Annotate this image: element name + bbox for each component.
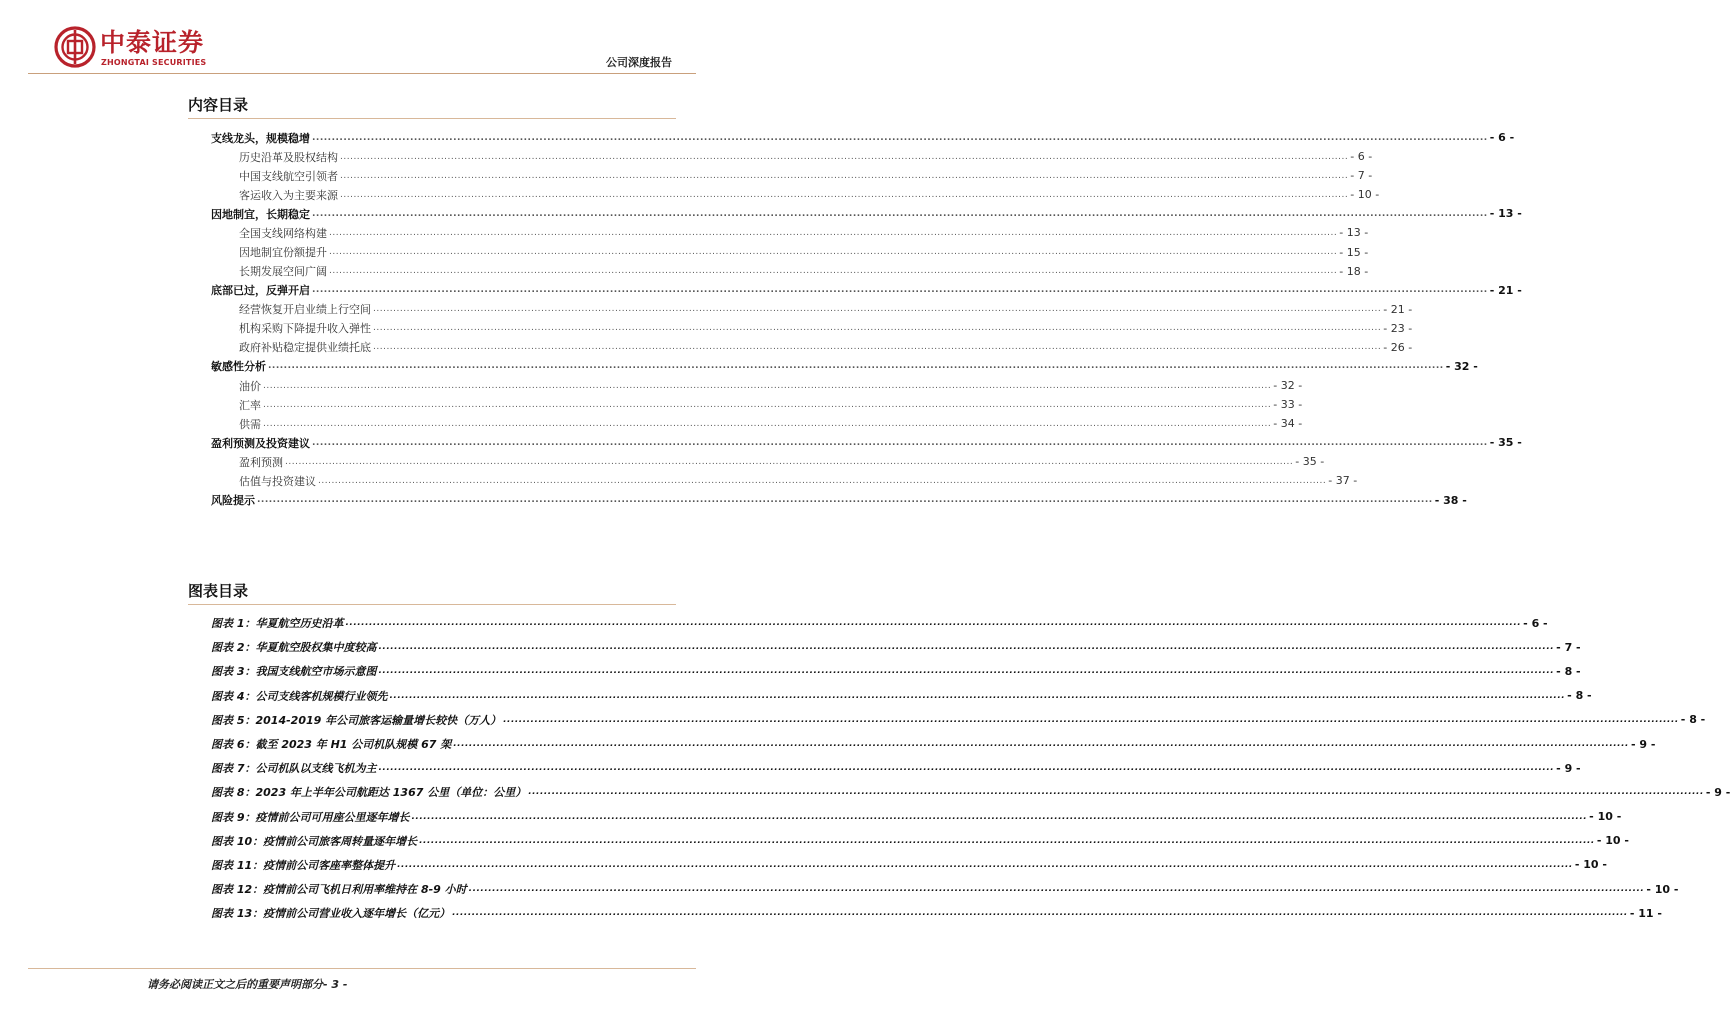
figure-entry-link[interactable] xyxy=(211,829,1629,853)
footer-divider xyxy=(28,968,696,969)
toc-entry-title: 因地制宜份额提升 xyxy=(239,246,327,259)
toc-leader-dots: ............................................................................................................................................................................................................................................................................................................ xyxy=(312,437,1488,448)
figure-leader-dots: ............................................................................................................................................................................................................................................................................................................ xyxy=(453,739,1629,750)
toc-leader-dots: ............................................................................................................................................................................................................................................................................................................ xyxy=(373,342,1382,353)
toc-section-link[interactable] xyxy=(211,262,1369,281)
figure-entry-title: 图表 13：疫情前公司营业收入逐年增长（亿元） xyxy=(211,907,451,921)
footer-disclaimer: 请务必阅读正文之后的重要声明部分 xyxy=(147,978,323,991)
toc-section-link[interactable] xyxy=(211,452,1325,471)
toc-chapter-link[interactable] xyxy=(211,128,1515,147)
zhongtai-logo-icon xyxy=(54,26,96,68)
toc-entry-page: - 13 - xyxy=(1489,207,1522,221)
figure-entry-link[interactable] xyxy=(211,853,1607,877)
toc-entry-page: - 35 - xyxy=(1295,455,1325,469)
figure-entry-title: 图表 9：疫情前公司可用座公里逐年增长 xyxy=(211,810,410,824)
figure-entry-link[interactable] xyxy=(211,805,1622,829)
figure-entry-title: 图表 7：公司机队以支线飞机为主 xyxy=(211,762,377,776)
figure-entry-link[interactable] xyxy=(211,756,1581,780)
toc-entry-page: - 26 - xyxy=(1383,340,1413,354)
toc-entry-title: 政府补贴稳定提供业绩托底 xyxy=(239,341,371,355)
toc-entry-title: 中国支线航空引领者 xyxy=(239,169,338,183)
logo-english-name: ZHONGTAI SECURITIES xyxy=(101,58,207,67)
toc-entry-page: - 34 - xyxy=(1273,417,1303,431)
figure-entry-page: - 7 - xyxy=(1556,640,1581,654)
figure-entry-link[interactable] xyxy=(211,708,1706,732)
toc-entry-page: - 21 - xyxy=(1489,283,1522,297)
figure-entry-title: 图表 6：截至 2023 年 H1 公司机队规模 67 架 xyxy=(211,738,452,752)
toc-entry-page: - 13 - xyxy=(1339,226,1369,240)
figure-entry-page: - 9 - xyxy=(1556,761,1581,775)
toc-leader-dots: ............................................................................................................................................................................................................................................................................................................ xyxy=(312,208,1488,219)
figure-leader-dots: ............................................................................................................................................................................................................................................................................................................ xyxy=(378,666,1555,677)
figure-entry-title: 图表 4：公司支线客机规模行业领先 xyxy=(211,689,388,703)
figure-entry-title: 图表 1：华夏航空历史沿革 xyxy=(211,617,344,631)
toc-section-link[interactable] xyxy=(211,471,1358,490)
toc-entry-title: 机构采购下降提升收入弹性 xyxy=(239,322,371,336)
toc-section-link[interactable] xyxy=(211,376,1303,395)
toc-entry-title: 长期发展空间广阔 xyxy=(239,265,327,279)
figure-leader-dots: ............................................................................................................................................................................................................................................................................................................ xyxy=(528,787,1704,798)
toc-chapter-link[interactable] xyxy=(211,490,1467,509)
toc-leader-dots: ............................................................................................................................................................................................................................................................................................................ xyxy=(329,227,1338,238)
figure-leader-dots: ............................................................................................................................................................................................................................................................................................................ xyxy=(468,884,1645,895)
toc-leader-dots: ............................................................................................................................................................................................................................................................................................................ xyxy=(340,151,1349,162)
toc-leader-dots: ............................................................................................................................................................................................................................................................................................................ xyxy=(373,304,1382,315)
toc-entry-title: 支线龙头，规模稳增 xyxy=(211,131,310,145)
toc-title: 内容目录 xyxy=(188,96,249,114)
toc-entry-title: 汇率 xyxy=(239,398,261,412)
figure-entry-link[interactable] xyxy=(211,684,1592,708)
toc-chapter-link[interactable] xyxy=(211,357,1478,376)
logo-chinese-name: 中泰证券 xyxy=(100,28,205,57)
footer-page-number: - 3 - xyxy=(323,978,348,991)
footer xyxy=(147,976,347,992)
toc-chapter-link[interactable] xyxy=(211,433,1522,452)
figure-leader-dots: ............................................................................................................................................................................................................................................................................................................ xyxy=(419,835,1595,846)
toc-leader-dots: ............................................................................................................................................................................................................................................................................................................ xyxy=(263,418,1272,429)
toc-entry-title: 底部已过，反弹开启 xyxy=(211,284,310,298)
toc-entry-title: 历史沿革及股权结构 xyxy=(239,150,338,164)
toc-entry-page: - 18 - xyxy=(1339,264,1369,278)
figure-entry-page: - 9 - xyxy=(1705,785,1730,799)
toc-entry-page: - 38 - xyxy=(1434,493,1467,507)
figure-entry-link[interactable] xyxy=(211,877,1679,901)
figure-leader-dots: ............................................................................................................................................................................................................................................................................................................ xyxy=(452,908,1628,919)
figures-title-divider xyxy=(188,604,676,605)
figure-entry-page: - 9 - xyxy=(1630,737,1656,751)
toc-leader-dots: ............................................................................................................................................................................................................................................................................................................ xyxy=(373,323,1382,334)
toc-leader-dots: ............................................................................................................................................................................................................................................................................................................ xyxy=(329,266,1338,277)
toc-entry-page: - 6 - xyxy=(1489,131,1515,145)
toc-entry-title: 供需 xyxy=(239,417,261,431)
figure-entry-link[interactable] xyxy=(211,659,1581,683)
toc-leader-dots: ............................................................................................................................................................................................................................................................................................................ xyxy=(312,132,1488,143)
toc-entry-page: - 7 - xyxy=(1350,169,1373,183)
toc-entry-title: 估值与投资建议 xyxy=(239,474,316,488)
toc-leader-dots: ............................................................................................................................................................................................................................................................................................................ xyxy=(340,189,1349,200)
toc-chapter-link[interactable] xyxy=(211,281,1522,300)
toc-section-link[interactable] xyxy=(211,185,1380,204)
toc-chapter-link[interactable] xyxy=(211,204,1522,223)
figures-list xyxy=(211,611,1730,925)
figure-leader-dots: ............................................................................................................................................................................................................................................................................................................ xyxy=(345,618,1522,629)
company-logo xyxy=(54,26,224,74)
figure-leader-dots: ............................................................................................................................................................................................................................................................................................................ xyxy=(378,642,1555,653)
figure-entry-link[interactable] xyxy=(211,901,1662,925)
toc-entry-title: 盈利预测及投资建议 xyxy=(211,436,310,450)
toc-entry-page: - 6 - xyxy=(1350,150,1373,164)
toc-section-link[interactable] xyxy=(211,319,1413,338)
figure-entry-page: - 10 - xyxy=(1574,858,1607,872)
figure-entry-page: - 10 - xyxy=(1589,810,1622,824)
toc-entry-title: 经营恢复开启业绩上行空间 xyxy=(239,303,371,317)
report-type-label: 公司深度报告 xyxy=(606,56,672,69)
figure-entry-title: 图表 3：我国支线航空市场示意图 xyxy=(211,665,377,679)
toc-section-link[interactable] xyxy=(211,338,1413,357)
figure-leader-dots: ............................................................................................................................................................................................................................................................................................................ xyxy=(378,763,1555,774)
toc-entry-title: 全国支线网络构建 xyxy=(239,226,327,240)
figure-entry-page: - 11 - xyxy=(1629,906,1662,920)
figure-leader-dots: ............................................................................................................................................................................................................................................................................................................ xyxy=(503,714,1679,725)
toc-entry-title: 油价 xyxy=(239,379,261,393)
figure-entry-link[interactable] xyxy=(211,635,1581,659)
toc-leader-dots: ............................................................................................................................................................................................................................................................................................................ xyxy=(340,170,1349,181)
toc-section-link[interactable] xyxy=(211,223,1369,242)
toc-entry-page: - 33 - xyxy=(1273,398,1303,412)
toc-entry-page: - 32 - xyxy=(1445,359,1478,373)
figure-entry-link[interactable] xyxy=(211,732,1656,756)
figure-entry-page: - 8 - xyxy=(1567,689,1592,703)
figure-entry-title: 图表 2：华夏航空股权集中度较高 xyxy=(211,641,377,655)
figure-entry-title: 图表 8：2023 年上半年公司航距达 1367 公里（单位：公里） xyxy=(211,786,527,800)
toc-list xyxy=(211,128,1522,510)
figure-leader-dots: ............................................................................................................................................................................................................................................................................................................ xyxy=(389,690,1566,701)
toc-entry-page: - 21 - xyxy=(1383,302,1413,316)
figure-entry-page: - 8 - xyxy=(1556,664,1581,678)
toc-leader-dots: ............................................................................................................................................................................................................................................................................................................ xyxy=(263,380,1272,391)
figure-entry-link[interactable] xyxy=(211,780,1730,804)
figure-entry-page: - 10 - xyxy=(1596,834,1629,848)
toc-section-link[interactable] xyxy=(211,166,1373,185)
toc-section-link[interactable] xyxy=(211,395,1303,414)
toc-section-link[interactable] xyxy=(211,242,1369,261)
toc-entry-page: - 37 - xyxy=(1328,474,1358,488)
toc-entry-page: - 15 - xyxy=(1339,245,1369,259)
toc-entry-page: - 23 - xyxy=(1383,321,1413,335)
toc-entry-page: - 35 - xyxy=(1489,436,1522,450)
figures-title: 图表目录 xyxy=(188,582,249,600)
toc-entry-title: 因地制宜，长期稳定 xyxy=(211,207,310,221)
figure-entry-title: 图表 12：疫情前公司飞机日利用率维持在 8-9 小时 xyxy=(211,883,467,897)
toc-entry-page: - 32 - xyxy=(1273,379,1303,393)
figure-leader-dots: ............................................................................................................................................................................................................................................................................................................ xyxy=(411,811,1588,822)
toc-leader-dots: ............................................................................................................................................................................................................................................................................................................ xyxy=(318,475,1327,486)
figure-entry-title: 图表 5：2014-2019 年公司旅客运输量增长较快（万人） xyxy=(211,713,502,727)
figure-entry-title: 图表 10：疫情前公司旅客周转量逐年增长 xyxy=(211,834,418,848)
toc-leader-dots: ............................................................................................................................................................................................................................................................................................................ xyxy=(312,285,1488,296)
toc-leader-dots: ............................................................................................................................................................................................................................................................................................................ xyxy=(263,399,1272,410)
toc-leader-dots: ............................................................................................................................................................................................................................................................................................................ xyxy=(329,247,1338,257)
figure-entry-link[interactable] xyxy=(211,611,1548,635)
toc-entry-title: 盈利预测 xyxy=(239,455,283,469)
header-divider xyxy=(28,73,696,74)
toc-section-link[interactable] xyxy=(211,300,1413,319)
toc-entry-title: 风险提示 xyxy=(211,494,255,508)
toc-entry-page: - 10 - xyxy=(1350,188,1380,202)
figure-entry-page: - 6 - xyxy=(1523,616,1548,630)
toc-entry-title: 敏感性分析 xyxy=(211,360,266,374)
figure-entry-title: 图表 11：疫情前公司客座率整体提升 xyxy=(211,858,396,872)
toc-section-link[interactable] xyxy=(211,414,1303,433)
toc-leader-dots: ............................................................................................................................................................................................................................................................................................................ xyxy=(268,361,1444,372)
figure-entry-page: - 10 - xyxy=(1646,882,1679,896)
toc-title-divider xyxy=(188,118,676,119)
figure-entry-page: - 8 - xyxy=(1680,713,1706,727)
toc-leader-dots: ............................................................................................................................................................................................................................................................................................................ xyxy=(257,495,1433,506)
toc-leader-dots: ............................................................................................................................................................................................................................................................................................................ xyxy=(285,456,1294,467)
toc-section-link[interactable] xyxy=(211,147,1373,166)
toc-entry-title: 客运收入为主要来源 xyxy=(239,188,338,202)
figure-leader-dots: ............................................................................................................................................................................................................................................................................................................ xyxy=(397,859,1573,870)
